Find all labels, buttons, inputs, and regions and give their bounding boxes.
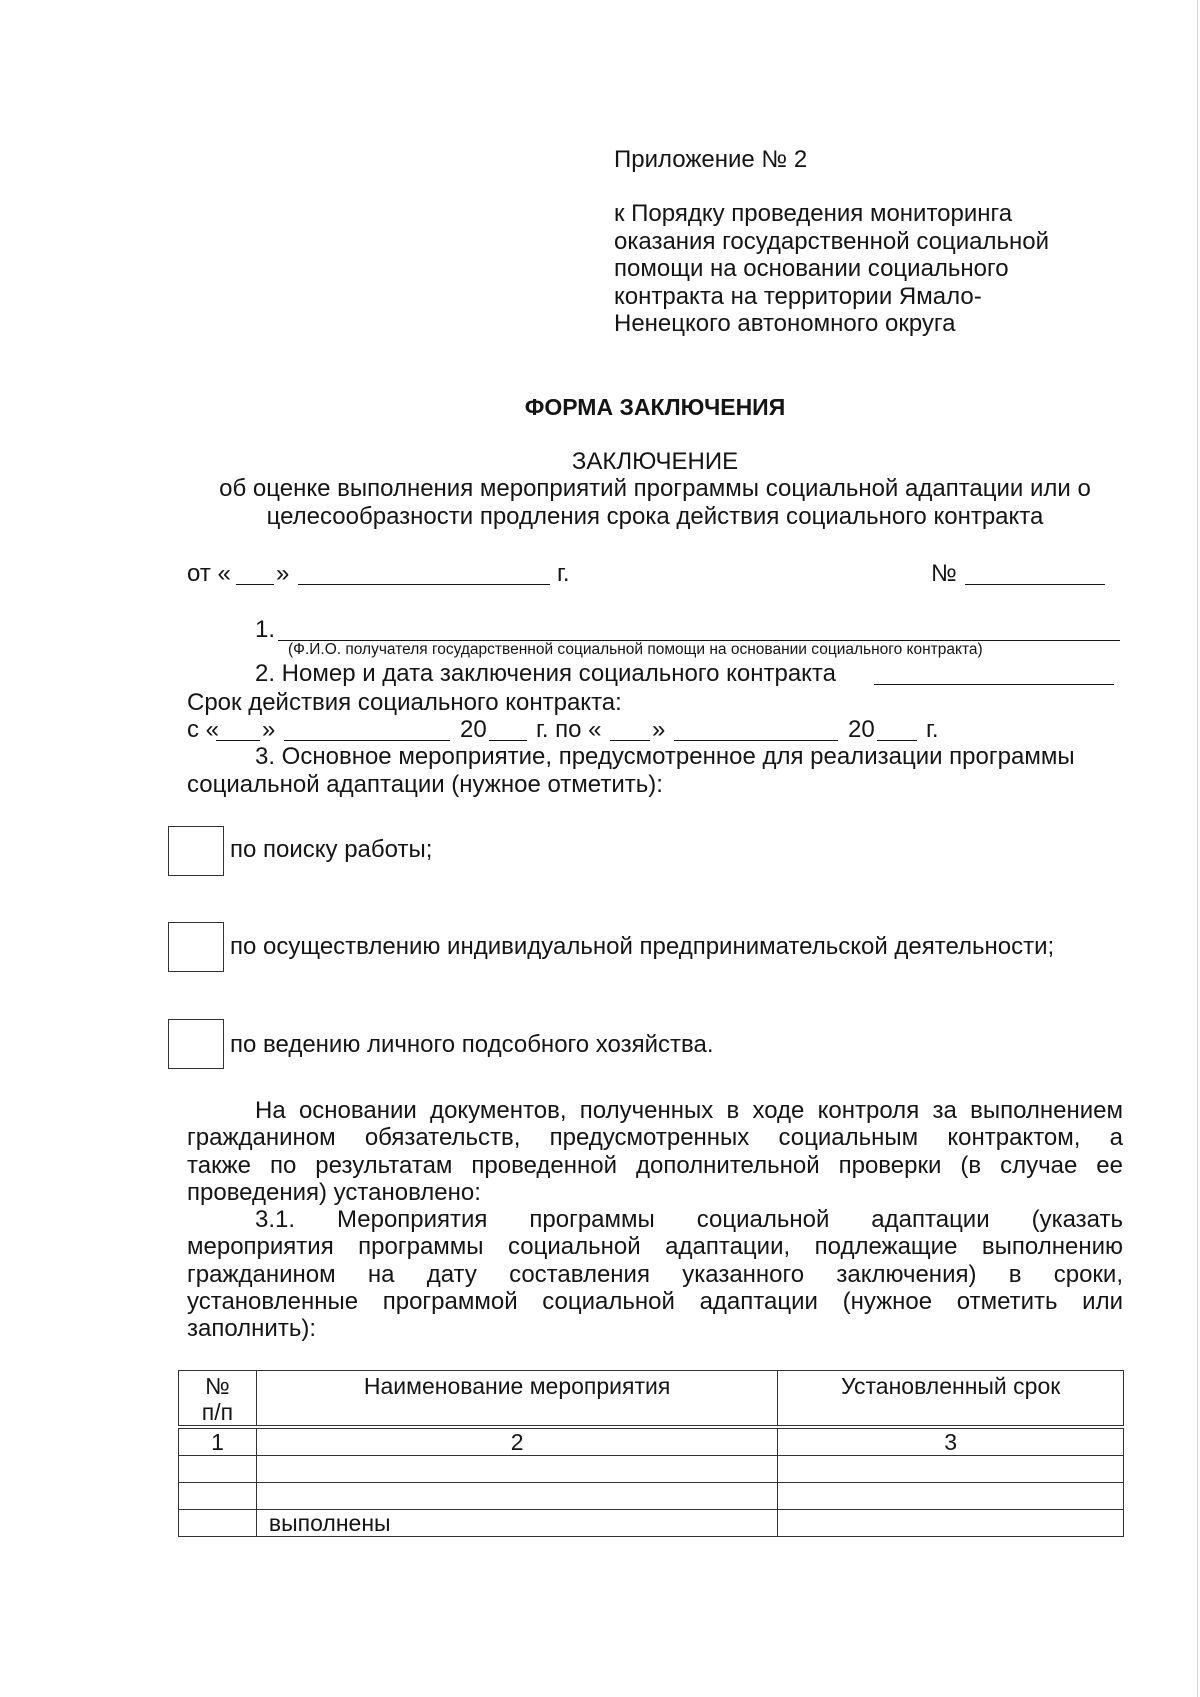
section-31-line: гражданином на дату составления указанного заключения) в сроки, bbox=[187, 1260, 1123, 1288]
term-to-day-field[interactable] bbox=[610, 740, 650, 741]
conclusion-subtitle-line: целесообразности продления срока действия социального контракта bbox=[266, 502, 1044, 530]
table-row bbox=[179, 1483, 1124, 1510]
header-number bbox=[179, 1371, 257, 1428]
term-to-quote-close: » bbox=[652, 716, 666, 743]
appendix-title: Приложение № 2 bbox=[614, 146, 808, 173]
term-year-end: г. bbox=[926, 716, 939, 743]
contract-number-date-field[interactable] bbox=[874, 684, 1114, 685]
appendix-description bbox=[614, 200, 1084, 338]
item3-line2: социальной адаптации (нужное отметить): bbox=[187, 771, 663, 798]
number-label: № bbox=[931, 560, 957, 587]
number-field[interactable] bbox=[965, 584, 1105, 585]
page-edge bbox=[1197, 0, 1198, 1697]
section-31-line: установленные программой социальной адаптации (нужное отметить или bbox=[187, 1287, 1123, 1315]
conclusion-subtitle bbox=[180, 475, 1130, 530]
term-to-century: 20 bbox=[848, 716, 875, 743]
header-event-name: Наименование мероприятия bbox=[256, 1371, 777, 1428]
option-entrepreneurship: по осуществлению индивидуальной предпринимательской деятельности; bbox=[230, 933, 1055, 960]
table-row bbox=[179, 1456, 1124, 1483]
column-number-2: 2 bbox=[256, 1427, 777, 1456]
column-number-3: 3 bbox=[778, 1427, 1124, 1456]
header-number-text: № п/п bbox=[201, 1373, 234, 1425]
appendix-description-line: Ненецкого автономного округа bbox=[614, 310, 956, 337]
appendix-description-line: к Порядку проведения мониторинга bbox=[614, 200, 1013, 227]
item1-number: 1. bbox=[255, 616, 276, 643]
column-number-1: 1 bbox=[179, 1427, 257, 1456]
term-from-quote-close: » bbox=[262, 716, 276, 743]
item2-label: 2. Номер и дата заключения социального контракта bbox=[255, 660, 837, 687]
basis-paragraph-line: также по результатам проведенной дополнительной проверки (в случае ее bbox=[187, 1151, 1123, 1179]
date-quote-close: » bbox=[276, 560, 290, 587]
job-search-checkbox[interactable] bbox=[168, 826, 224, 876]
recipient-name-caption: (Ф.И.О. получателя государственной социальной помощи на основании социального контракта) bbox=[288, 641, 983, 658]
section-31-line: мероприятия программы социальной адаптации, подлежащие выполнению bbox=[187, 1233, 1123, 1261]
table-cell[interactable] bbox=[256, 1483, 777, 1510]
term-from-century: 20 bbox=[460, 716, 487, 743]
term-to-prefix: г. по « bbox=[536, 716, 602, 743]
table-cell[interactable] bbox=[778, 1456, 1124, 1483]
month-field[interactable] bbox=[298, 584, 550, 585]
form-title: ФОРМА ЗАКЛЮЧЕНИЯ bbox=[524, 394, 786, 420]
term-from-day-field[interactable] bbox=[216, 740, 260, 741]
header-deadline: Установленный срок bbox=[778, 1371, 1124, 1428]
date-year-suffix: г. bbox=[557, 560, 570, 587]
status-completed: выполнены bbox=[256, 1510, 777, 1537]
conclusion-subtitle-line: об оценке выполнения мероприятий программы социальной адаптации или о bbox=[219, 475, 1091, 502]
table-cell[interactable] bbox=[778, 1483, 1124, 1510]
appendix-description-line: помощи на основании социального bbox=[614, 255, 1009, 282]
appendix-description-line: контракта на территории Ямало- bbox=[614, 282, 982, 310]
household-checkbox[interactable] bbox=[168, 1019, 224, 1069]
table-cell[interactable] bbox=[778, 1510, 1124, 1537]
section-31-line: заполнить): bbox=[187, 1315, 316, 1343]
conclusion-title: ЗАКЛЮЧЕНИЕ bbox=[571, 448, 739, 475]
option-household: по ведению личного подсобного хозяйства. bbox=[230, 1031, 714, 1058]
basis-paragraph-line: проведения) установлено: bbox=[187, 1178, 481, 1206]
table-cell[interactable] bbox=[256, 1456, 777, 1483]
term-to-year-field[interactable] bbox=[877, 740, 917, 741]
item3-line1: 3. Основное мероприятие, предусмотренное для реализации программы bbox=[255, 743, 1075, 770]
appendix-description-line: оказания государственной социальной bbox=[614, 227, 1049, 255]
term-from-prefix: с « bbox=[187, 716, 220, 743]
term-from-month-field[interactable] bbox=[284, 740, 450, 741]
basis-paragraph bbox=[187, 1097, 1123, 1206]
term-to-month-field[interactable] bbox=[674, 740, 838, 741]
section-31-line: 3.1. Мероприятия программы социальной адаптации (указать bbox=[255, 1206, 1123, 1233]
option-job-search: по поиску работы; bbox=[230, 836, 433, 863]
section-31-paragraph bbox=[187, 1206, 1123, 1342]
basis-paragraph-line: гражданином обязательств, предусмотренных социальным контрактом, а bbox=[187, 1124, 1123, 1152]
table-cell[interactable] bbox=[179, 1483, 257, 1510]
term-from-year-field[interactable] bbox=[489, 740, 527, 741]
table-column-number-row bbox=[179, 1427, 1124, 1456]
table-row bbox=[179, 1510, 1124, 1537]
date-from-prefix: от « bbox=[187, 560, 231, 587]
day-field[interactable] bbox=[236, 584, 274, 585]
entrepreneurship-checkbox[interactable] bbox=[168, 922, 224, 972]
table-cell[interactable] bbox=[179, 1456, 257, 1483]
table-cell[interactable] bbox=[179, 1510, 257, 1537]
basis-paragraph-line: На основании документов, полученных в ходе контроля за выполнением bbox=[255, 1097, 1123, 1124]
contract-term-label: Срок действия социального контракта: bbox=[187, 689, 622, 716]
table-header-row bbox=[179, 1371, 1124, 1428]
events-table bbox=[178, 1370, 1124, 1537]
